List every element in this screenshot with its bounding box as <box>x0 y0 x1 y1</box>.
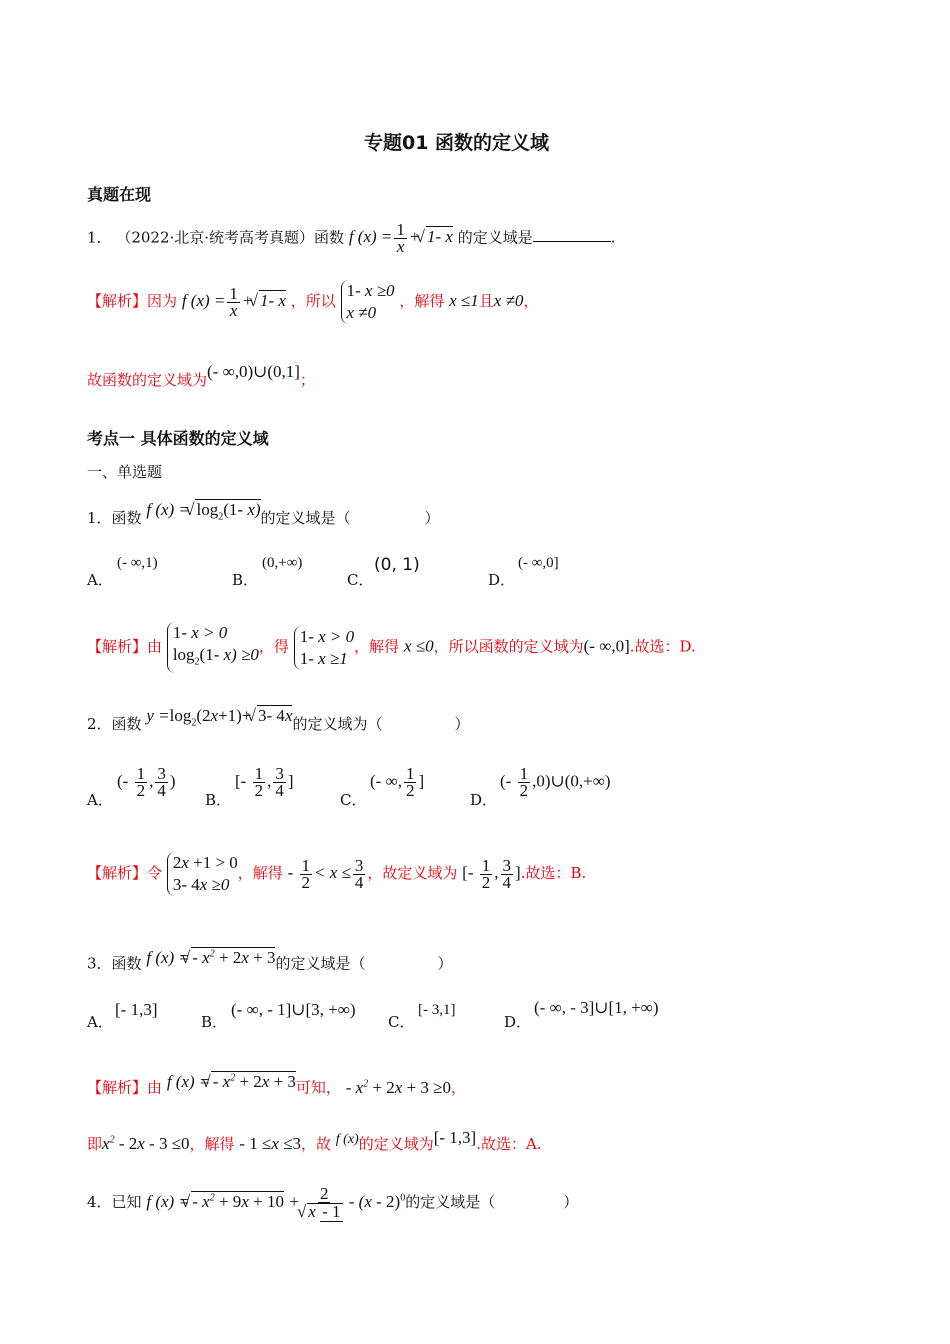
math-formula: f (x) =√ - $x^2 + 9x + 10$ + 2 √ x - 1 - (x - 2)$^0$ <box>146 1192 405 1211</box>
page-title: 专题01 函数的定义域 <box>364 132 550 154</box>
math-formula: - $\frac{1}{2}$ < x ≤ $\frac{3}{4}$ <box>287 855 364 892</box>
analysis-0 <box>87 280 538 324</box>
question-text: ） <box>437 954 453 973</box>
question-text: 函数 <box>111 954 142 973</box>
question-source: （2022·北京·统考高考真题）函数 <box>116 228 345 247</box>
analysis-1 <box>87 622 696 673</box>
option-label: A． <box>87 791 113 809</box>
math-formula: f (x) = $\frac{1}{x}$ + √ 1- x <box>349 227 453 246</box>
option-2-B[interactable] <box>205 790 231 810</box>
question-text: ） <box>563 1192 579 1211</box>
option-1-C-value: (0, 1) <box>374 555 420 575</box>
question-text: ） <box>454 715 470 733</box>
answer-blank <box>533 227 611 242</box>
question-number: 1． <box>87 228 112 247</box>
analysis-text: 由 <box>147 1078 163 1097</box>
analysis-text: .故选：A. <box>476 1135 542 1153</box>
analysis-text: ，解得 <box>354 637 400 656</box>
section-heading-point: 考点一 具体函数的定义域 <box>87 429 269 448</box>
analysis-text: .故选：D. <box>629 637 696 656</box>
option-2-A[interactable] <box>87 790 113 810</box>
analysis-text: 故函数的定义域为 <box>87 371 208 389</box>
analysis-text: ，所以函数的定义域为 <box>433 637 584 656</box>
math-system: 1- x > 0 $\log_2(1-$ x) ≥0 <box>167 622 259 673</box>
analysis-text: ，故 <box>300 1135 331 1153</box>
math-formula: f (x) = $\frac{1}{x}$ + √ 1- x <box>182 291 286 310</box>
question-number: 2． <box>87 715 112 733</box>
analysis-text: ，解得 <box>237 864 283 882</box>
math-formula: f (x) =√ - $x^2 + 2x + 3$ <box>146 948 275 967</box>
analysis-text: 即 <box>87 1135 103 1153</box>
option-2-D-value: (- $\frac{1}{2}$ ,0)∪(0,+∞) <box>500 764 611 800</box>
analysis-3-cont <box>87 1128 542 1154</box>
analysis-text: 令 <box>147 864 163 882</box>
analysis-text: 因为 <box>147 292 178 310</box>
question-2 <box>87 706 470 734</box>
option-2-B-value: [- $\frac{1}{2}$ , $\frac{3}{4}$ ] <box>235 764 294 800</box>
option-3-D-value: (- ∞, - 3]∪[1, +∞) <box>534 998 659 1017</box>
option-label: D． <box>488 571 516 589</box>
option-1-A-value: (- ∞,1) <box>117 555 158 571</box>
math-formula: x ≠0 <box>493 291 524 310</box>
option-2-C[interactable] <box>340 790 366 810</box>
question-number: 1． <box>87 509 112 527</box>
option-label: C． <box>388 1013 415 1031</box>
option-1-D-value: (- ∞,0] <box>518 555 559 571</box>
analysis-text: 且 <box>478 292 494 310</box>
option-label: D． <box>504 1013 532 1031</box>
math-formula: x ≤0 <box>403 636 434 656</box>
option-1-B[interactable] <box>232 570 258 590</box>
math-formula: f (x) = √ $\log_2(1-$ x) <box>146 500 260 519</box>
option-3-D[interactable] <box>504 1012 531 1032</box>
question-text: 的定义域为（ <box>292 715 383 733</box>
question-text: 的定义域是 <box>457 228 533 247</box>
analysis-text: ，解得 <box>189 1135 235 1153</box>
question-text: 函数 <box>111 509 142 527</box>
option-3-B[interactable] <box>201 1012 227 1032</box>
math-formula: [- $\frac{1}{2}$ , $\frac{3}{4}$ ] <box>462 855 521 892</box>
subsection-heading: 一、单选题 <box>87 463 163 481</box>
question-text: 的定义域是（ <box>405 1192 496 1211</box>
analysis-text: ，得 <box>258 637 289 656</box>
math-formula: - 1 ≤x ≤3 <box>239 1134 301 1153</box>
analysis-text: 由 <box>147 637 163 656</box>
analysis-text: ，所以 <box>290 292 336 310</box>
option-label: A． <box>87 571 113 589</box>
question-end: . <box>610 228 616 247</box>
question-text: 的定义域是（ <box>275 954 366 973</box>
option-label: C． <box>340 791 367 809</box>
option-label: B． <box>205 791 232 809</box>
option-3-A-value: [- 1,3] <box>115 1000 158 1019</box>
analysis-text: ，故定义域为 <box>367 864 458 882</box>
option-2-C-value: (- ∞, $\frac{1}{2}$ ] <box>370 764 425 800</box>
option-3-C-value: [- 3,1] <box>418 1002 456 1018</box>
option-2-A-value: (- $\frac{1}{2}$ , $\frac{3}{4}$ ) <box>117 764 176 800</box>
math-formula: $y =\log_2(2x+1)+$ √ 3- 4x <box>146 706 292 725</box>
math-formula: f (x) <box>335 1132 359 1147</box>
analysis-text: 的定义域为 <box>358 1135 434 1153</box>
analysis-3 <box>87 1068 466 1098</box>
question-1 <box>87 500 440 528</box>
analysis-2 <box>87 852 586 896</box>
option-label: B． <box>232 571 259 589</box>
math-formula: (- ∞,0] <box>583 636 630 656</box>
question-text: ） <box>424 509 440 527</box>
math-formula: x ≤1 <box>449 291 479 310</box>
math-system: 1- x > 0 1- x ≥1 <box>294 626 354 670</box>
math-system: 1- x ≥0 x ≠0 <box>341 280 395 324</box>
analysis-text: ，解得 <box>399 292 445 310</box>
question-number: 4． <box>87 1192 112 1211</box>
question-text: 已知 <box>111 1192 142 1211</box>
option-3-C[interactable] <box>388 1012 414 1032</box>
math-formula: (- ∞,0)∪(0,1] <box>207 362 300 381</box>
option-label: B． <box>201 1013 228 1031</box>
math-formula: f (x) =√ - $x^2 + 2x + 3$ <box>167 1072 296 1091</box>
analysis-tag: 【解析】 <box>87 864 148 882</box>
option-label: D． <box>470 791 498 809</box>
option-1-A[interactable] <box>87 570 113 590</box>
math-formula: - $x^2 + 2x + 3 \ge 0$ <box>345 1077 451 1097</box>
analysis-tag: 【解析】 <box>87 637 148 656</box>
question-0 <box>87 222 616 255</box>
option-3-B-value: (- ∞, - 1]∪[3, +∞) <box>231 1000 356 1019</box>
option-3-A[interactable] <box>87 1012 113 1032</box>
analysis-text: ， <box>451 1078 467 1097</box>
analysis-0-conclusion <box>87 362 315 390</box>
option-label: C． <box>347 571 374 589</box>
question-3 <box>87 944 452 974</box>
section-heading-real: 真题在现 <box>87 185 152 204</box>
analysis-tag: 【解析】 <box>87 1078 148 1097</box>
math-system: 2x +1 > 0 3- 4x ≥0 <box>167 852 238 896</box>
math-formula: $x^2 - 2x - 3 \le 0$ <box>102 1134 190 1153</box>
question-number: 3． <box>87 954 112 973</box>
option-1-B-value: (0,+∞) <box>262 555 303 571</box>
analysis-text: ； <box>299 371 315 389</box>
question-text: 函数 <box>111 715 142 733</box>
option-1-C[interactable] <box>347 570 373 590</box>
question-4 <box>87 1186 578 1220</box>
question-text: 的定义域是（ <box>260 509 351 527</box>
analysis-text: 可知， <box>295 1078 341 1097</box>
analysis-text: ， <box>523 292 539 310</box>
math-formula: [- 1,3] <box>433 1128 477 1147</box>
option-1-D[interactable] <box>488 570 515 590</box>
option-label: A． <box>87 1013 113 1031</box>
analysis-text: .故选：B. <box>520 864 587 882</box>
option-2-D[interactable] <box>470 790 497 810</box>
analysis-tag: 【解析】 <box>87 292 148 310</box>
